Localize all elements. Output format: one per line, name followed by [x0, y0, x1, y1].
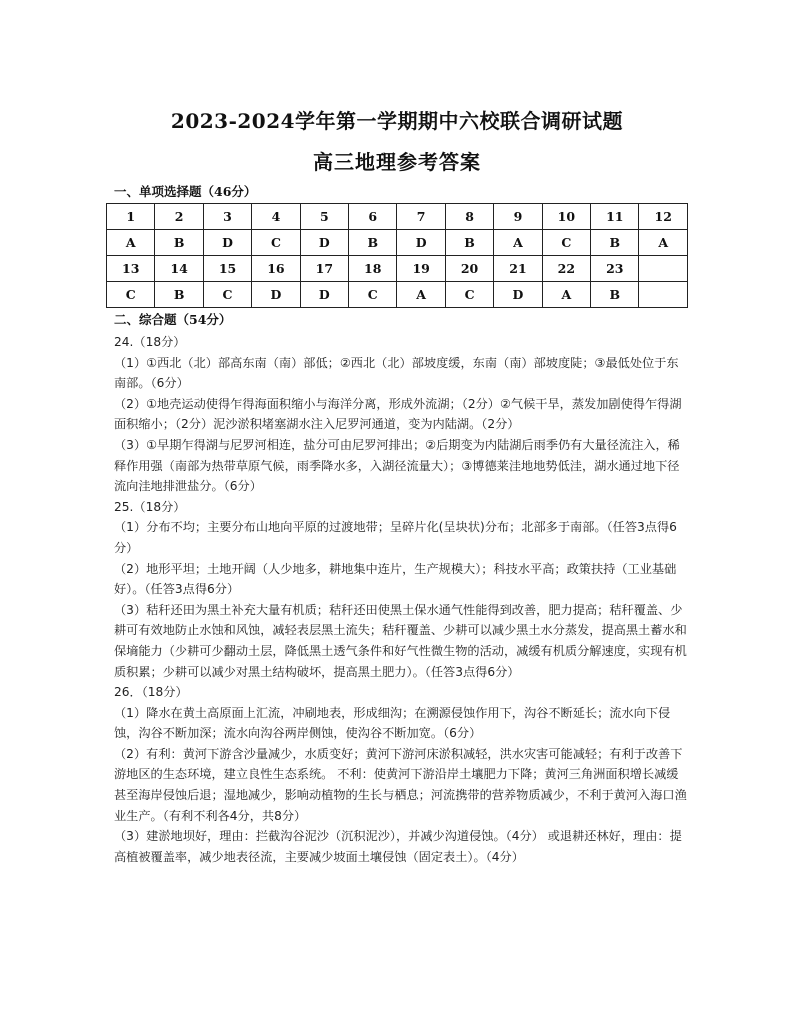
table-cell: 5 — [300, 204, 348, 230]
table-cell: 13 — [107, 256, 155, 282]
table-row — [107, 282, 688, 308]
table-cell: 17 — [300, 256, 348, 282]
table-cell: D — [300, 282, 348, 308]
table-cell: D — [203, 230, 251, 256]
table-cell: 15 — [203, 256, 251, 282]
table-cell: D — [252, 282, 300, 308]
answer-paragraph: （3）建淤地坝好，理由：拦截沟谷泥沙（沉积泥沙），并减少沟道侵蚀。（4分） 或退耕还林好，理由：提高植被覆盖率，减少地表径流，主要减少坡面土壤侵蚀（固定表土）。（4分） — [114, 829, 682, 864]
table-cell: B — [591, 282, 639, 308]
answer-paragraph: 24.（18分） — [114, 335, 186, 349]
table-cell: 7 — [397, 204, 445, 230]
table-cell: 22 — [542, 256, 590, 282]
answer-paragraph: （1）降水在黄土高原面上汇流，冲刷地表，形成细沟；在溯源侵蚀作用下，沟谷不断延长；流水向下侵蚀，沟谷不断加深；流水向沟谷两岸侧蚀，使沟谷不断加宽。（6分） — [114, 705, 671, 741]
table-cell: 6 — [349, 204, 397, 230]
answer-paragraph: （2）①地壳运动使得乍得海面积缩小与海洋分离，形成外流湖；（2分）②气候干旱，蒸发加剧使得乍得湖面积缩小；（2分）泥沙淤积堵塞湖水注入尼罗河通道，变为内陆湖。（2分） — [114, 396, 682, 432]
section-heading-comprehensive: 二、综合题（54分） — [114, 312, 232, 327]
table-cell: 8 — [445, 204, 493, 230]
table-cell: A — [542, 282, 590, 308]
table-cell: D — [494, 282, 542, 308]
table-cell: C — [349, 282, 397, 308]
table-cell: B — [591, 230, 639, 256]
table-cell: 3 — [203, 204, 251, 230]
answer-paragraph: 25.（18分） — [114, 499, 186, 514]
table-cell: A — [639, 230, 688, 256]
table-cell: 19 — [397, 256, 445, 282]
answer-paragraph: （3）秸秆还田为黑土补充大量有机质；秸秆还田使黑土保水通气性能得到改善，肥力提高；秸秆覆盖、少耕可有效地防止水蚀和风蚀，减轻表层黑土流失；秸秆覆盖、少耕可以减少黑土水分蒸发，提高黑土蓄水和保墒能力（少耕可少翻动土层，降低黑土透气条件和好气性微生物的活动，减缓有机质分解速度，实现有机质积累；少耕可以减少对黑土结构破坏，提高黑土肥力）。（任答3点得6分） — [114, 602, 687, 679]
answer-table — [106, 203, 688, 308]
table-cell: C — [107, 282, 155, 308]
page-title: 2023-2024学年第一学期期中六校联合调研试题 — [170, 109, 624, 133]
table-row — [107, 230, 688, 256]
table-cell: B — [155, 282, 203, 308]
answer-paragraph: 26．（18分） — [114, 685, 188, 700]
table-cell: 14 — [155, 256, 203, 282]
table-cell: C — [203, 282, 251, 308]
table-cell: C — [445, 282, 493, 308]
table-cell: 11 — [591, 204, 639, 230]
answer-paragraph: （2）地形平坦；土地开阔（人少地多，耕地集中连片，生产规模大）；科技水平高；政策扶持（工业基础好）。（任答3点得6分） — [114, 561, 677, 597]
section-heading-single-choice: 一、单项选择题（46分） — [114, 184, 257, 199]
table-cell: C — [542, 230, 590, 256]
table-cell: A — [107, 230, 155, 256]
table-cell: B — [445, 230, 493, 256]
table-cell: A — [494, 230, 542, 256]
table-row — [107, 256, 688, 282]
table-cell: 1 — [107, 204, 155, 230]
table-cell: 9 — [494, 204, 542, 230]
page-subtitle: 高三地理参考答案 — [313, 150, 481, 174]
table-cell: 10 — [542, 204, 590, 230]
table-cell: 16 — [252, 256, 300, 282]
table-cell: D — [300, 230, 348, 256]
table-cell: B — [349, 230, 397, 256]
table-cell: 18 — [349, 256, 397, 282]
table-cell: 20 — [445, 256, 493, 282]
table-row — [107, 204, 688, 230]
answer-paragraph: （1）①西北（北）部高东南（南）部低；②西北（北）部坡度缓，东南（南）部坡度陡；③最低处位于东南部。（6分） — [114, 355, 679, 391]
table-cell: A — [397, 282, 445, 308]
table-cell: 2 — [155, 204, 203, 230]
table-cell: 21 — [494, 256, 542, 282]
table-cell: 4 — [252, 204, 300, 230]
answer-paragraph: （2）有利：黄河下游含沙量减少，水质变好；黄河下游河床淤积减轻，洪水灾害可能减轻；有利于改善下游地区的生态环境，建立良性生态系统。 不利：使黄河下游沿岸土壤肥力下降；黄河三角洲面积增长减缓甚至海岸侵蚀后退；湿地减少，影响动植物的生长与栖息；河流携带的营养物质减少，不利于黄河入海口渔业生产。（有利不利各4分，共8分） — [114, 746, 687, 823]
answer-paragraph: （1）分布不均；主要分布山地向平原的过渡地带；呈碎片化(呈块状)分布；北部多于南部。（任答3点得6分） — [114, 520, 677, 555]
table-cell: 23 — [591, 256, 639, 282]
table-cell: D — [397, 230, 445, 256]
answer-content — [114, 332, 688, 867]
table-cell: C — [252, 230, 300, 256]
table-cell: 12 — [639, 204, 688, 230]
table-cell — [639, 256, 688, 282]
table-cell: B — [155, 230, 203, 256]
table-cell — [639, 282, 688, 308]
answer-paragraph: （3）①早期乍得湖与尼罗河相连，盐分可由尼罗河排出；②后期变为内陆湖后雨季仍有大量径流注入，稀释作用强（南部为热带草原气候，雨季降水多，入湖径流量大）；③博德莱洼地地势低洼，湖水通过地下径流向洼地排泄盐分。（6分） — [114, 437, 680, 494]
